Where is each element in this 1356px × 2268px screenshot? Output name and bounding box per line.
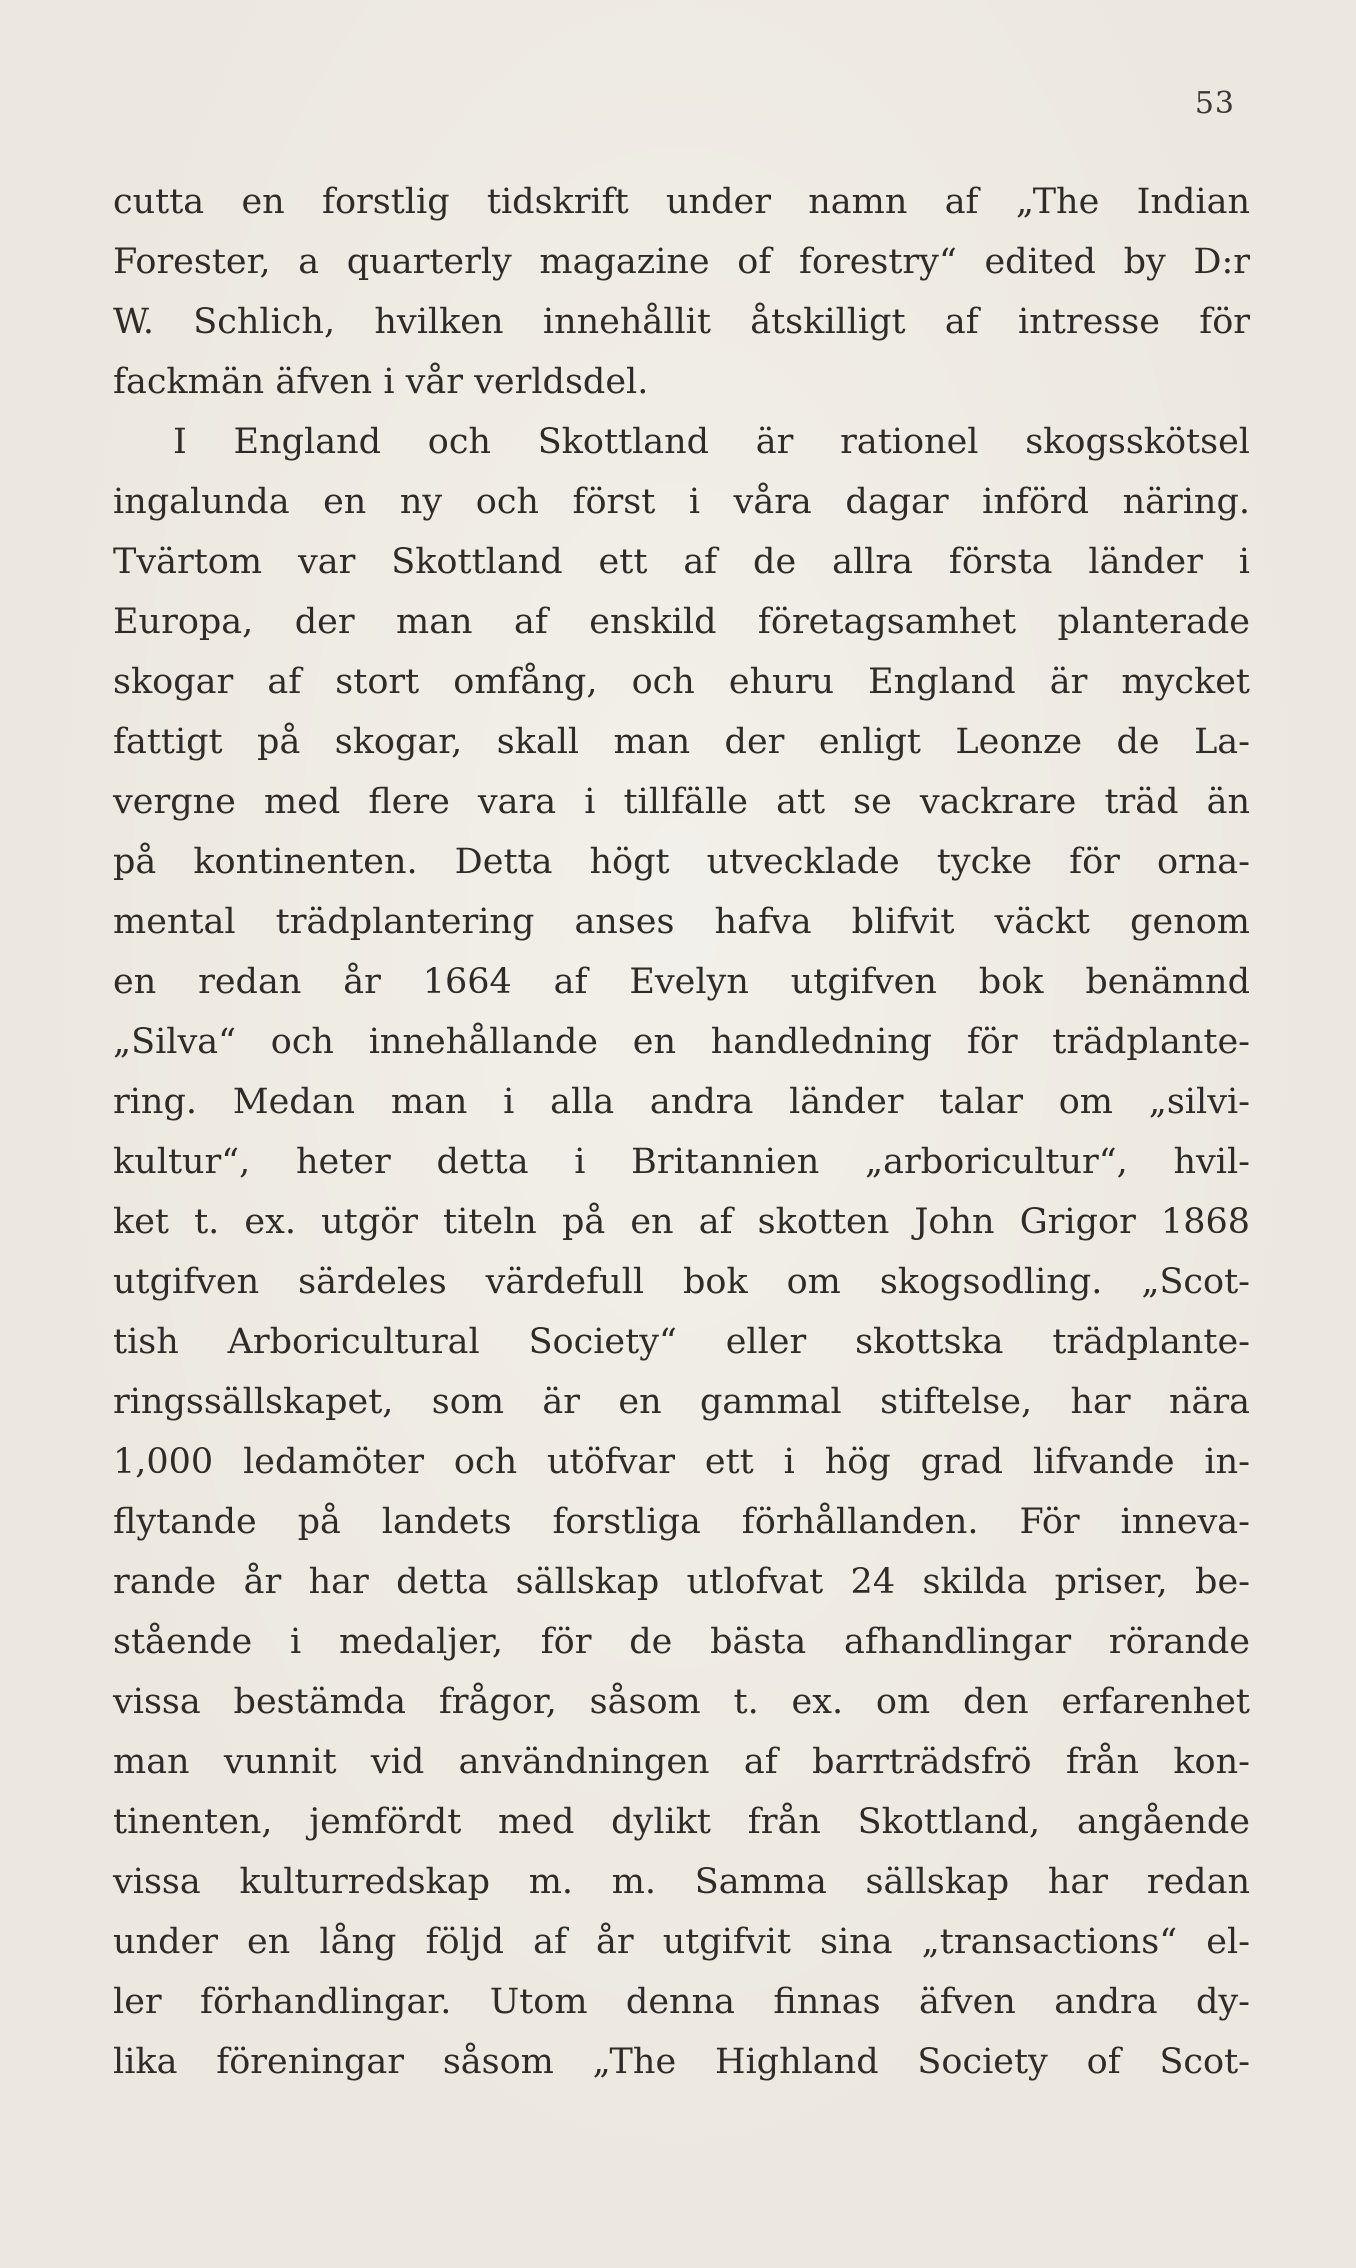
text-line: „Silva“ och innehållande en handledning för trädplante- xyxy=(113,1022,1250,1062)
text-line: fattigt på skogar, skall man der enligt Leonze de La- xyxy=(113,722,1250,762)
text-line: stående i medaljer, för de bästa afhandlingar rörande xyxy=(113,1622,1250,1662)
text-line: mental trädplantering anses hafva blifvit väckt genom xyxy=(113,902,1250,942)
text-line: 1,000 ledamöter och utöfvar ett i hög grad lifvande in- xyxy=(113,1442,1250,1482)
text-line: Tvärtom var Skottland ett af de allra första länder i xyxy=(113,542,1250,582)
page-number: 53 xyxy=(1194,86,1235,121)
text-line: ingalunda en ny och först i våra dagar införd näring. xyxy=(113,482,1250,522)
text-line: W. Schlich, hvilken innehållit åtskilligt af intresse för xyxy=(113,302,1250,342)
text-line: ket t. ex. utgör titeln på en af skotten John Grigor 1868 xyxy=(113,1202,1250,1242)
text-line: flytande på landets forstliga förhållanden. För inneva- xyxy=(113,1502,1250,1542)
text-line: ring. Medan man i alla andra länder talar om „silvi- xyxy=(113,1082,1250,1122)
text-line: ler förhandlingar. Utom denna finnas äfven andra dy- xyxy=(113,1982,1250,2022)
text-line: utgifven särdeles värdefull bok om skogsodling. „Scot- xyxy=(113,1262,1250,1302)
text-line: lika föreningar såsom „The Highland Society of Scot- xyxy=(113,2042,1250,2082)
text-line: vissa bestämda frågor, såsom t. ex. om den erfarenhet xyxy=(113,1682,1250,1722)
text-line: man vunnit vid användningen af barrträdsfrö från kon- xyxy=(113,1742,1250,1782)
text-line: I England och Skottland är rationel skogsskötsel xyxy=(173,422,1250,462)
text-line: en redan år 1664 af Evelyn utgifven bok benämnd xyxy=(113,962,1250,1002)
text-line: vergne med flere vara i tillfälle att se vackrare träd än xyxy=(113,782,1250,822)
text-line: på kontinenten. Detta högt utvecklade tycke för orna- xyxy=(113,842,1250,882)
text-line: kultur“, heter detta i Britannien „arboricultur“, hvil- xyxy=(113,1142,1250,1182)
text-line: ringssällskapet, som är en gammal stiftelse, har nära xyxy=(113,1382,1250,1422)
text-line: cutta en forstlig tidskrift under namn af „The Indian xyxy=(113,182,1250,222)
text-line: tinenten, jemfördt med dylikt från Skottland, angående xyxy=(113,1802,1250,1842)
text-line: Forester, a quarterly magazine of forestry“ edited by D:r xyxy=(113,242,1250,282)
text-line: under en lång följd af år utgifvit sina „transactions“ el- xyxy=(113,1922,1250,1962)
text-line: skogar af stort omfång, och ehuru England är mycket xyxy=(113,662,1250,702)
body-text xyxy=(113,172,1250,2092)
text-line: tish Arboricultural Society“ eller skottska trädplante- xyxy=(113,1322,1250,1362)
text-line: rande år har detta sällskap utlofvat 24 skilda priser, be- xyxy=(113,1562,1250,1602)
text-line: vissa kulturredskap m. m. Samma sällskap har redan xyxy=(113,1862,1250,1902)
text-line: fackmän äfven i vår verldsdel. xyxy=(113,362,649,402)
text-line: Europa, der man af enskild företagsamhet planterade xyxy=(113,602,1250,642)
